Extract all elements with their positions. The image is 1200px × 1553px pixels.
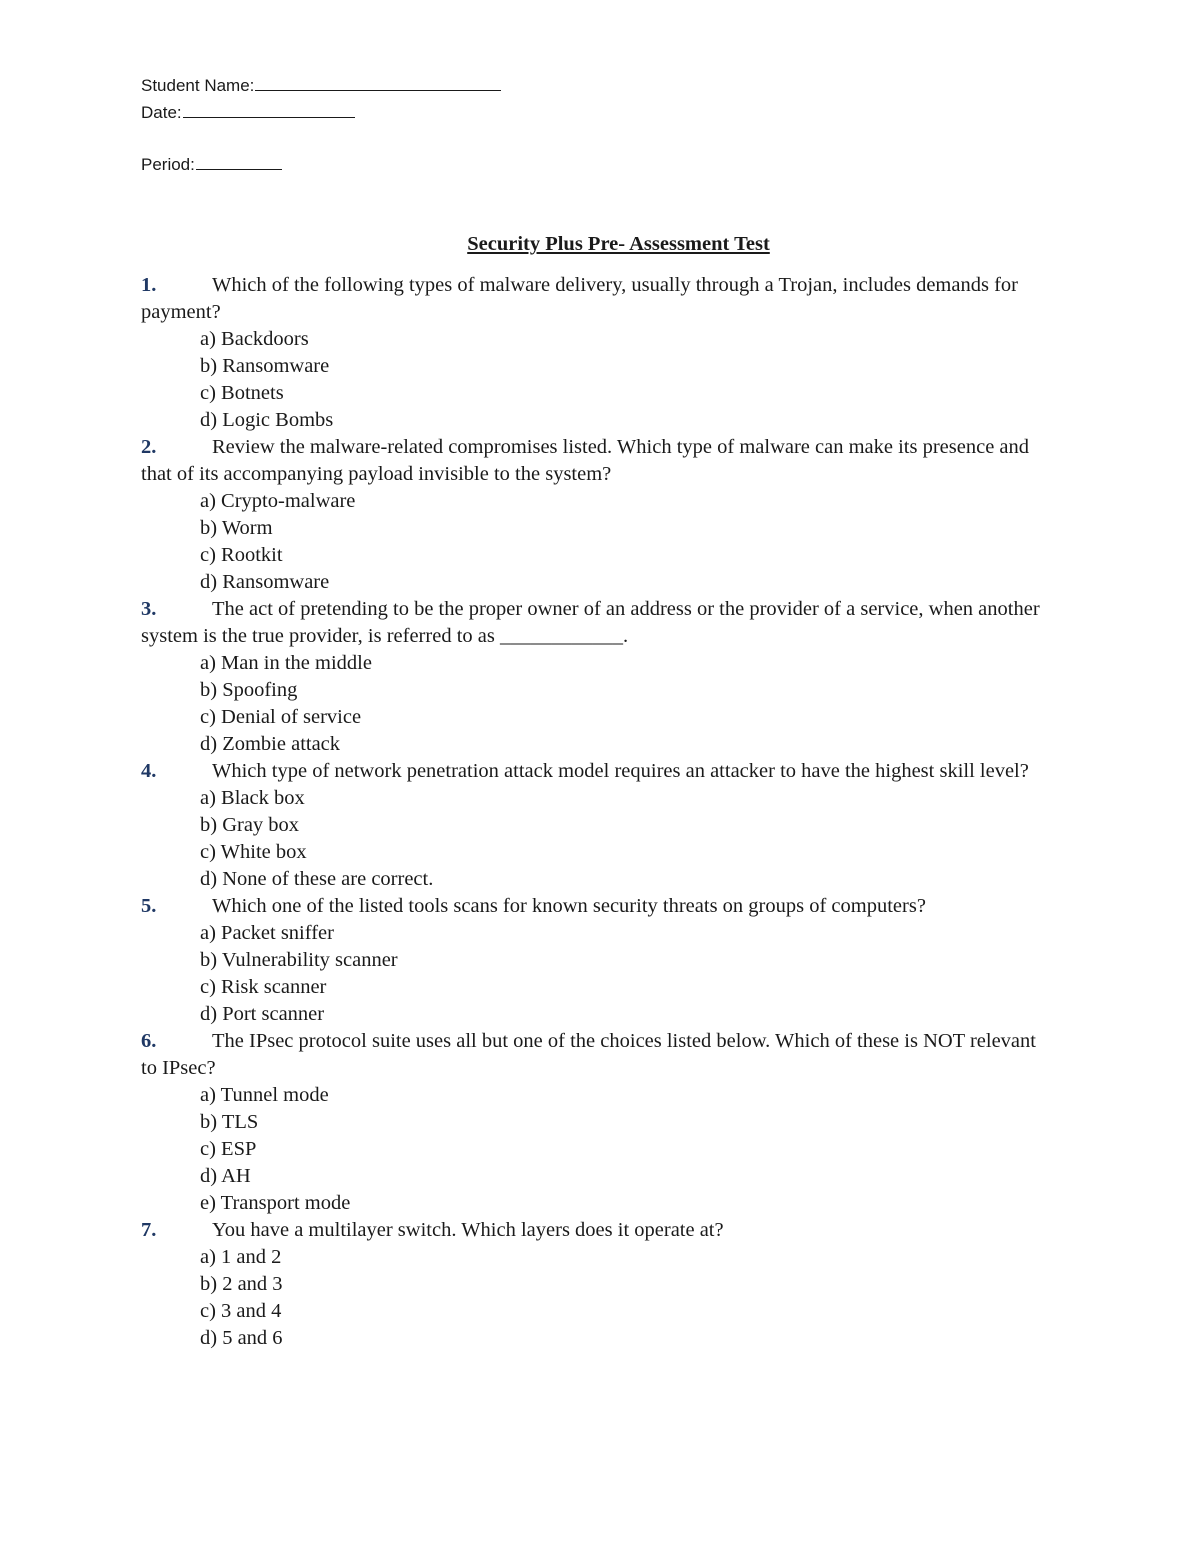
question-number: 4. — [141, 760, 157, 782]
choice-option[interactable]: b) Worm — [200, 517, 273, 539]
choice-option[interactable]: b) Spoofing — [200, 679, 298, 701]
choice-option[interactable]: a) 1 and 2 — [200, 1246, 282, 1268]
question-prompt: The IPsec protocol suite uses all but one of the choices listed below. Which of these is NOT relevant to IPsec? — [141, 1030, 1036, 1079]
choice-option[interactable]: d) Port scanner — [200, 1003, 325, 1025]
student-name-blank[interactable] — [255, 72, 501, 91]
question-prompt: Review the malware-related compromises listed. Which type of malware can make its presence and that of its accompanying payload invisible to the system? — [141, 436, 1030, 485]
choice-option[interactable]: d) Logic Bombs — [200, 409, 334, 431]
question-text — [141, 596, 1046, 650]
choice-list — [141, 326, 1046, 434]
question-number: 6. — [141, 1030, 157, 1052]
question-5 — [141, 893, 1046, 1028]
choice-option[interactable]: d) Ransomware — [200, 571, 330, 593]
choice-option[interactable]: a) Backdoors — [200, 328, 309, 350]
choice-list — [141, 1244, 1046, 1352]
choice-option[interactable]: c) Botnets — [200, 382, 284, 404]
choice-option[interactable]: a) Crypto-malware — [200, 490, 356, 512]
question-number: 2. — [141, 436, 157, 458]
question-prompt: You have a multilayer switch. Which layers does it operate at? — [212, 1219, 724, 1241]
date-blank[interactable] — [183, 99, 355, 118]
question-text — [141, 1217, 1046, 1244]
question-1 — [141, 272, 1046, 434]
student-info-header — [141, 72, 501, 178]
choice-option[interactable]: c) 3 and 4 — [200, 1300, 282, 1322]
choice-option[interactable]: d) AH — [200, 1165, 251, 1187]
choice-option[interactable]: e) Transport mode — [200, 1192, 351, 1214]
choice-option[interactable]: c) White box — [200, 841, 307, 863]
question-number: 5. — [141, 895, 157, 917]
question-4 — [141, 758, 1046, 893]
choice-option[interactable]: c) ESP — [200, 1138, 257, 1160]
question-7 — [141, 1217, 1046, 1352]
choice-list — [141, 1082, 1046, 1217]
period-label: Period: — [141, 155, 195, 174]
student-name-line — [141, 72, 501, 99]
date-label: Date: — [141, 103, 182, 122]
choice-option[interactable]: d) Zombie attack — [200, 733, 341, 755]
choice-option[interactable]: b) TLS — [200, 1111, 259, 1133]
choice-option[interactable]: a) Man in the middle — [200, 652, 372, 674]
choice-option[interactable]: a) Packet sniffer — [200, 922, 334, 944]
question-prompt: The act of pretending to be the proper owner of an address or the provider of a service, when another system is the true provider, is referred to as ____________. — [141, 598, 1040, 647]
student-name-label: Student Name: — [141, 76, 255, 95]
choice-list — [141, 785, 1046, 893]
choice-option[interactable]: a) Tunnel mode — [200, 1084, 329, 1106]
page-title: Security Plus Pre- Assessment Test — [467, 233, 770, 255]
choice-option[interactable]: b) Gray box — [200, 814, 300, 836]
question-3 — [141, 596, 1046, 758]
question-text — [141, 893, 1046, 920]
question-text — [141, 434, 1046, 488]
question-text — [141, 758, 1046, 785]
choice-option[interactable]: b) Ransomware — [200, 355, 330, 377]
test-body — [141, 231, 1046, 1352]
question-number: 3. — [141, 598, 157, 620]
question-prompt: Which of the following types of malware delivery, usually through a Trojan, includes demands for payment? — [141, 274, 1018, 323]
question-6 — [141, 1028, 1046, 1217]
period-blank[interactable] — [196, 151, 282, 170]
question-number: 1. — [141, 274, 157, 296]
question-2 — [141, 434, 1046, 596]
choice-option[interactable]: d) 5 and 6 — [200, 1327, 283, 1349]
choice-list — [141, 488, 1046, 596]
choice-option[interactable]: c) Rootkit — [200, 544, 283, 566]
choice-option[interactable]: c) Denial of service — [200, 706, 362, 728]
choice-list — [141, 920, 1046, 1028]
choice-option[interactable]: b) Vulnerability scanner — [200, 949, 398, 971]
question-text — [141, 1028, 1046, 1082]
choice-option[interactable]: c) Risk scanner — [200, 976, 327, 998]
question-text — [141, 272, 1046, 326]
date-line — [141, 99, 501, 126]
choice-option[interactable]: a) Black box — [200, 787, 305, 809]
period-line — [141, 151, 501, 178]
choice-option[interactable]: b) 2 and 3 — [200, 1273, 283, 1295]
question-prompt: Which type of network penetration attack model requires an attacker to have the highest skill level? — [212, 760, 1029, 782]
choice-list — [141, 650, 1046, 758]
choice-option[interactable]: d) None of these are correct. — [200, 868, 434, 890]
question-prompt: Which one of the listed tools scans for known security threats on groups of computers? — [212, 895, 926, 917]
question-number: 7. — [141, 1219, 157, 1241]
